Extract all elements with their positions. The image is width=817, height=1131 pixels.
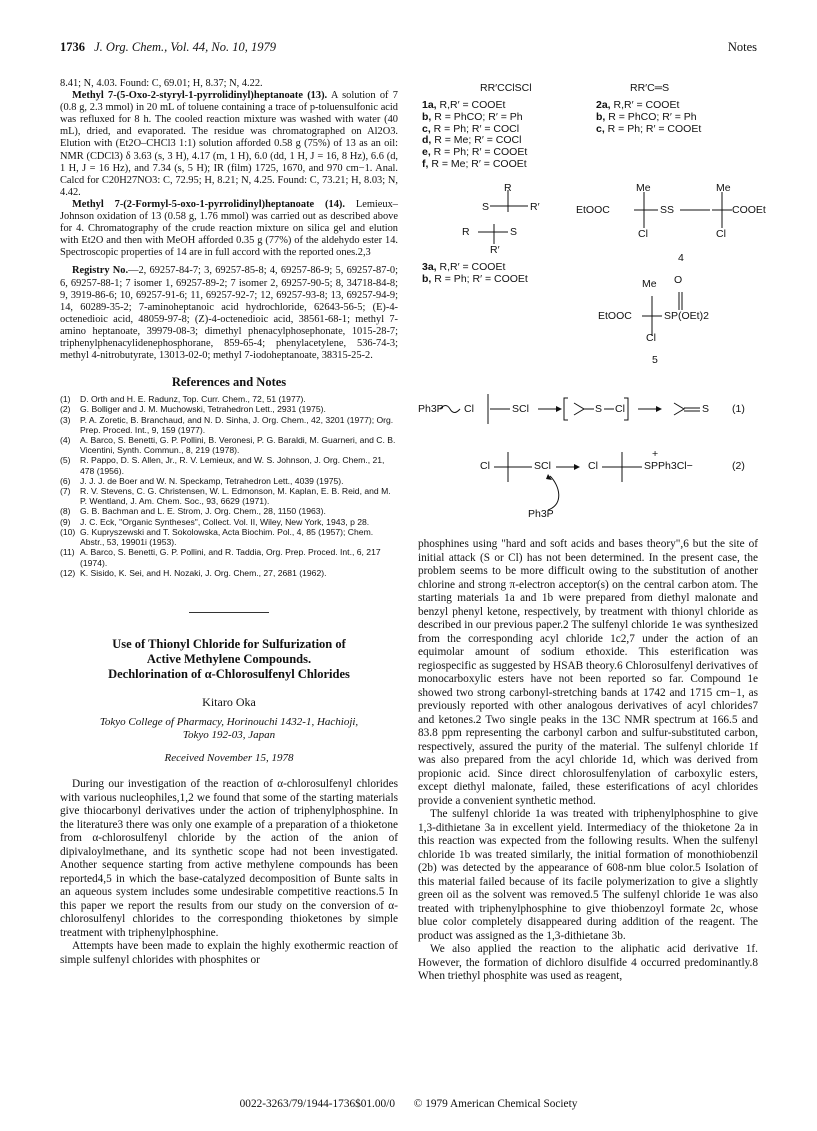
compound-label: f, (422, 157, 429, 170)
experimental-14 (60, 199, 398, 259)
compound-label: c, (422, 122, 431, 135)
equation-2-diagram (478, 438, 718, 528)
body-paragraph: The sulfenyl chloride 1a was treated with triphenylphosphine to give 1,3-dithietane 3a in excellent yield. Intermediacy of the thioketone 2a in this reaction was expected from the following results. When the sulfenyl chloride 1b was treated similarly, the initial formation of monothiobenzil (2b) was detected by the appearance of 608-nm blue color.5 Isolation of this material failed because of its facile polymerization to give a slightly green oil as the solvent was removed.5 The sulfenyl chloride 1e was also treated with triphenylphosphine to give thiobenzoyl formate 2c, whose blue color completely disappeared during addition of the reagent. The product was assigned as the 1,3-dithietane 3b. (418, 808, 758, 942)
article-title-line: Active Methylene Compounds. (146, 651, 312, 666)
eq2-plus-charge: + (652, 448, 659, 460)
thiophosphate-ester: EtOOC (598, 310, 632, 322)
compound-entry (596, 124, 701, 136)
compound-label: b, (596, 110, 606, 123)
thiophosphate-cl: Cl (646, 332, 656, 344)
article-code: 0022-3263/79/1944-1736$01.00/0 (239, 1098, 395, 1110)
reference-text: A. Barco, S. Benetti, G. P. Pollini, B. Veronesi, P. G. Baraldi, M. Guarneri, and C. B. Vicentini, Synth. Commun., 8, 219 (1978). (80, 435, 396, 456)
received-date: Received November 15, 1978 (164, 752, 294, 764)
article-divider (189, 612, 269, 613)
section-label: Notes (727, 40, 757, 54)
eq2-phosphonium-salt: SPPh3Cl− (644, 460, 693, 472)
compound-substituents: R,R′ = COOEt (436, 99, 506, 111)
reference-number: (9) (60, 516, 71, 527)
disulfide-ester-left: EtOOC (576, 204, 610, 216)
compound-substituents: R = PhCO; R′ = Ph (431, 110, 523, 123)
compound-label: 2a, (596, 99, 611, 111)
reference-number: (7) (60, 486, 71, 497)
body-paragraph: Attempts have been made to explain the highly exothermic reaction of simple sulfenyl chlorides with phosphites or (60, 940, 398, 966)
reference-number: (10) (60, 526, 76, 537)
compound-14-title: Methyl 7-(2-Formyl-5-oxo-1-pyrrolidinyl)heptanoate (14). (72, 198, 345, 210)
references-list (60, 394, 398, 578)
eq2-chlorine-2: Cl (588, 460, 598, 472)
compound-label: b, (422, 110, 432, 123)
reference-item (60, 527, 398, 547)
compound-substituents: R = Ph; R′ = COOEt (431, 272, 528, 285)
eq1-sulfur: S (595, 403, 603, 415)
compound-14-body: Lemieux–Johnson oxidation of 13 (0.58 g, 1.76 mmol) was carried out as described above for 4. Chromatography of the crude reaction mixture on silica gel and elution with Et2O and then with MeOH afforded 0.35 g (77%) of the aldehydo ester 14. Spectroscopic properties of 14 are in full accord with the reported ones.2,3 (60, 198, 398, 259)
page-number: 1736 (60, 40, 85, 54)
dithietane-r-right: R′ (530, 201, 540, 213)
compound-1-list (422, 100, 527, 171)
article-title (60, 637, 398, 682)
experimental-13 (60, 90, 398, 199)
article-title-line: Use of Thionyl Chloride for Sulfurization of (112, 636, 346, 651)
references-heading: References and Notes (171, 375, 287, 390)
eq2-chlorine: Cl (480, 460, 490, 472)
compound-substituents: R,R′ = COOEt (436, 261, 506, 273)
registry-body: —2, 69257-84-7; 3, 69257-85-8; 4, 69257-86-9; 5, 69257-87-0; 6, 69257-88-1; 7 isomer 1, 69257-89-2; 7 isomer 2, 69257-90-5; 8, 34718-84-8; 9, 3919-86-6; 10, 69257-91-6; 11, 69257-92-7; 12, 69257-93-8; 13, 69257-94-9; 14, 60289-35-2; 7-aminoheptanoic acid hydrochloride, 62643-56-5; (E)-4-octenedioic acid, 48059-97-8; (Z)-4-octenedioic acid, 38561-68-1; methyl 7-amino heptanoate, 39979-08-3; dimethyl phenacylphosephonate, 1015-28-7; triphenylphenacylidenephosphorane, 859-65-4; phenylacetylene, 536-74-3; methyl 4-nitrobutyrate, 13013-02-0; methyl 7-iodoheptanoate, 38315-25-2. (60, 265, 398, 362)
disulfide-me-left: Me (636, 182, 651, 194)
reference-number: (12) (60, 567, 76, 578)
equation-1-number: (1) (732, 403, 745, 415)
affiliation-line: Tokyo College of Pharmacy, Horinouchi 1432-1, Hachioji, (99, 716, 359, 728)
reference-number: (8) (60, 506, 71, 517)
journal-citation: J. Org. Chem., Vol. 44, No. 10, 1979 (94, 40, 276, 54)
compound-13-title: Methyl 7-(5-Oxo-2-styryl-1-pyrrolidinyl)heptanoate (13). (72, 90, 328, 102)
thiophosphate-oxygen: O (674, 274, 683, 286)
equation-2-number: (2) (732, 460, 745, 472)
article-title-line: Dechlorination of α-Chlorosulfenyl Chlorides (108, 666, 350, 681)
reference-number: (3) (60, 414, 71, 425)
eq1-chlorine: Cl (464, 403, 474, 415)
compound-substituents: R = Ph; R′ = COOEt (430, 146, 528, 159)
reference-item (60, 435, 398, 455)
copyright-notice: © 1979 American Chemical Society (413, 1098, 578, 1110)
eq1-thioketone: S (702, 403, 710, 415)
compound-3-list (422, 262, 528, 286)
compound-label: e, (422, 146, 431, 159)
disulfide-ester-right: COOEt (732, 204, 766, 216)
thiophosphate-me: Me (642, 278, 657, 290)
disulfide-ss: SS (660, 204, 675, 216)
body-paragraph: We also applied the reaction to the aliphatic acid derivative 1f. However, the formation of dichloro disulfide 4 occurred predominantly.8 When triethyl phosphite was used as reagent, (418, 943, 758, 982)
compound-substituents: R,R′ = COOEt (610, 99, 680, 111)
registry-title: Registry No. (72, 265, 129, 277)
dithietane-r-top: R (504, 182, 512, 194)
compound-substituents: R = Me; R′ = COOEt (428, 157, 527, 170)
dithietane-r-bottom: R′ (490, 244, 500, 256)
running-header-left (60, 40, 276, 55)
reference-text: R. V. Stevens, C. G. Christensen, W. L. Edmonson, M. Kaplan, E. B. Reid, and M. P. Wentland, J. Am. Chem. Soc., 93, 6629 (1971). (80, 486, 391, 507)
reference-item (60, 547, 398, 567)
dithietane-r-left: R (462, 226, 470, 238)
eq1-sulfenyl-chloride: SCl (512, 403, 529, 415)
affiliation-line: Tokyo 192-03, Japan (182, 729, 276, 741)
body-paragraph: During our investigation of the reaction of α-chlorosulfenyl chlorides with various nucleophiles,1,2 we found that some of the starting materials give thiocarbonyl derivatives under the action of triphenylphosphine. In the literature3 there was only one example of a preparation of a thioketone from α-chlorosulfenyl chloride by the action of the anion of dipivaloylmethane, and its synthetic scope had not been investigated. Another sequence starting from active methylene compounds has been reported4,5 in which the base-catalyzed decomposition of Bunte salts in an aqueous system includes some undesirable competitive reactions.5 In this paper we report the results from our study on the conversion of α-chlorosulfenyl chlorides to the corresponding thioketones by simple treatment with triphenylphosphine. (60, 778, 398, 939)
compound-substituents: R = Ph; R′ = COOEt (604, 122, 702, 135)
reference-number: (2) (60, 404, 71, 415)
reference-item (60, 517, 398, 527)
affiliation (60, 716, 398, 742)
compound-substituents: R = PhCO; R′ = Ph (605, 110, 697, 123)
compound-label: 3a, (422, 261, 437, 273)
dithietane-s-lower: S (510, 226, 518, 238)
compound-entry (422, 274, 528, 286)
compound-4-label: 4 (678, 252, 684, 264)
eq2-phosphine: Ph3P (528, 508, 554, 520)
reference-text: P. A. Zoretic, B. Branchaud, and N. D. Sinha, J. Org. Chem., 42, 3201 (1977); Org. Prep. Proced. Int., 9, 159 (1977). (80, 414, 394, 435)
disulfide-cl-left: Cl (638, 228, 648, 240)
dithietane-s-upper: S (482, 201, 490, 213)
compound-13-body: A solution of 7 (0.8 g, 2.3 mmol) in 20 mL of toluene containing a trace of p-toluensulfonic acid was refluxed for 8 h. The cooled reaction mixture was washed with water (40 mL), dried, and evaporated. The residue was chromatographed on Al2O3. Elution with (Et2O–CHCl3 1:1) solution afforded 0.58 g (75%) of 13 as an oil: NMR (CDCl3) δ 3.63 (s, 3 H), 4.17 (m, 1 H), 6.0 (dd, 1 H, J = 16, 8 Hz), 6.6 (d, 1 H, J = 16 Hz), and 7.34 (s, 5 H); IR (film) 1725, 1670, and 970 cm−1. Anal. Calcd for C20H27NO3: C, 72.95; H, 8.21; N, 4.25. Found: C, 73.21; H, 8.03; N, 4.42. (60, 90, 398, 198)
dithietane-structure (458, 182, 558, 262)
reference-item (60, 506, 398, 516)
reference-text: R. Pappo, D. S. Allen, Jr., R. V. Lemieux, and W. S. Johnson, J. Org. Chem., 21, 478 (1956). (80, 455, 385, 476)
eq2-sulfenyl-chloride: SCl (534, 460, 551, 472)
reference-text: G. Kupryszewski and T. Sokolowska, Acta Biochim. Pol., 4, 85 (1957); Chem. Abstr., 53, 19901i (1953). (80, 526, 374, 548)
page-footer (0, 1098, 817, 1110)
compound-label: b, (422, 272, 432, 285)
left-column (60, 78, 398, 967)
reference-text: G. Bolliger and J. M. Muchowski, Tetrahedron Lett., 2931 (1975). (80, 404, 326, 415)
compound-label: 1a, (422, 99, 437, 111)
reference-item (60, 455, 398, 475)
reference-item (60, 568, 398, 578)
disulfide-cl-right: Cl (716, 228, 726, 240)
compound-substituents: R = Ph; R′ = COCl (430, 122, 520, 135)
compound-2-list (596, 100, 701, 135)
eq1-phosphine: Ph3P (418, 403, 444, 415)
reference-number: (11) (60, 547, 75, 558)
analysis-line: 8.41; N, 4.03. Found: C, 69.01; H, 8.37; N, 4.22. (60, 78, 263, 89)
reference-number: (5) (60, 455, 71, 466)
compound-5-label: 5 (652, 354, 658, 366)
formula-2-header: RR′C═S (630, 82, 670, 94)
reference-item (60, 394, 398, 404)
reference-item (60, 404, 398, 414)
reference-text: D. Orth and H. E. Radunz, Top. Curr. Chem., 72, 51 (1977). (80, 394, 306, 405)
reference-item (60, 476, 398, 486)
reference-text: G. B. Bachman and L. E. Strom, J. Org. Chem., 28, 1150 (1963). (80, 506, 326, 517)
reference-text: A. Barco, S. Benetti, G. P. Pollini, and R. Taddia, Org. Prep. Proced. Int., 6, 217 (1974). (80, 547, 381, 568)
reference-text: J. J. J. de Boer and W. N. Speckamp, Tetrahedron Lett., 4039 (1975). (80, 475, 344, 486)
body-paragraph: phosphines using "hard and soft acids and bases theory",6 but the site of initial attack (S or Cl) has not been determined. In the present case, the problem seems to be more difficult owing to the substitution of another chlorine and strong π-electron acceptor(s) on the central carbon atom. The starting materials 1a and 1b were prepared from diethyl malonate and benzyl phenyl ketone, respectively, by treatment with thionyl chloride as described in our previous paper.2 The sulfenyl chloride 1e was synthesized from the corresponding acyl chloride 1c2,7 under the action of an equimolar amount of sodium ethoxide. This esterification was regiospecific as suggested by HSAB theory.6 Chlorosulfenyl derivatives of monocarboxylic esters have not been reported so far. Compound 1e showed two strong carbonyl-stretching bands at 1742 and 1715 cm−1, as previously reported with other analogous derivatives of acyl chlorides7 and ketones.2 Two single peaks in the 13C NMR spectrum at 166.5 and 83.8 ppm representing the carbonyl carbon and sulfur-substituted carbon, respectively, assured the purity of the material. The sulfenyl chloride 1f was also prepared from the acyl chloride 1d, which was derived from propionic acid. Since direct chlorosulfenylation of carboxylic esters, except diethyl malonate, failed, these esterifications of acyl chlorides provide a convenient synthetic method. (418, 538, 758, 807)
reference-text: J. C. Eck, "Organic Syntheses", Collect. Vol. II, Wiley, New York, 1943, p 28. (80, 516, 370, 527)
reference-item (60, 415, 398, 435)
compound-entry (422, 159, 527, 171)
thiophosphate-group: SP(OEt)2 (664, 310, 709, 322)
reference-number: (6) (60, 475, 71, 486)
author-name: Kitaro Oka (202, 694, 256, 709)
registry-paragraph (60, 265, 398, 362)
chemical-structures (418, 78, 766, 533)
compound-label: c, (596, 122, 605, 135)
compound-label: d, (422, 134, 432, 147)
eq1-chlorine-2: Cl (615, 403, 625, 415)
reference-item (60, 486, 398, 506)
reference-text: K. Sisido, K. Sei, and H. Nozaki, J. Org. Chem., 27, 2681 (1962). (80, 567, 327, 578)
reference-number: (1) (60, 394, 71, 405)
right-column (418, 538, 758, 984)
formula-1-header: RR′CClSCl (480, 82, 532, 94)
reference-number: (4) (60, 435, 71, 446)
disulfide-me-right: Me (716, 182, 731, 194)
compound-substituents: R = Me; R′ = COCl (431, 134, 522, 147)
article-body-left (60, 778, 398, 967)
